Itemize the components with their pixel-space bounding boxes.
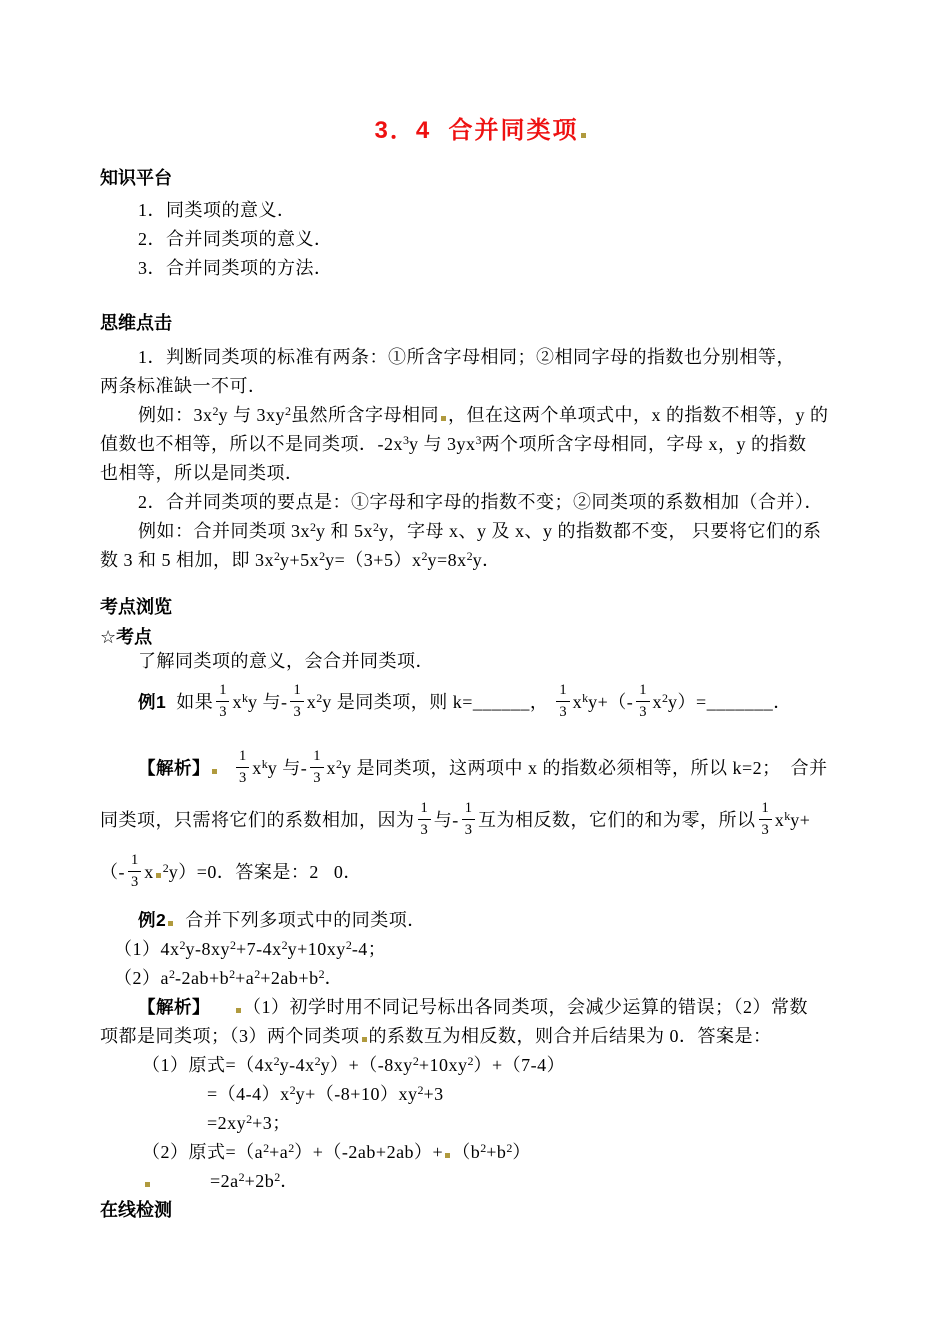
fraction: $\frac{1}{3}$ [636,682,649,719]
fraction: $\frac{1}{3}$ [128,852,141,889]
superscript: 2 [316,691,323,705]
bold-label: 【解析】 [138,997,210,1017]
solution2-line2: 项都是同类项；（3）两个同类项 的系数互为相反数，则合并后结果为 0．答案是： [100,1026,772,1046]
thinking-p4-line2: 数 3 和 5 相加，即 $3x^2y+5x^2y=(3+5)x^2y=8x^2y$． [100,549,501,570]
superscript: 2 [467,1054,474,1068]
superscript: 2 [319,549,326,563]
bold-label: 例1 [138,692,167,712]
superscript: 2 [273,1054,280,1068]
calc2-line2: $=2a^2+2b^2$． [100,1167,862,1196]
fraction: $\frac{1}{3}$ [310,748,323,785]
annotation-dot-icon [362,1037,367,1042]
superscript: k [261,757,268,771]
superscript: 2 [336,757,342,771]
calc1-line3: $=2xy^2+3$； [207,1112,291,1133]
superscript: 2 [480,1141,487,1155]
superscript: 2 [281,938,288,952]
annotation-dot-icon [168,921,173,926]
calc1-line2: $=(4-4)x^2y+(-8+10)xy^2+3$ [207,1083,444,1104]
thinking-p2-line2: 值数也不相等，所以不是同类项．$-2x^3y$ 与 $3yx^3$两个项所含字母相同，字母 x，y 的指数 [100,433,807,454]
knowledge-item-2: 2．合并同类项的意义． [138,229,333,249]
calc1-line1: （1）原式$=(4x^2y-4x^2y)+(-8xy^2+10xy^2)+(7-4)$ [142,1054,566,1075]
section-heading-online-test: 在线检测 [100,1200,172,1220]
fraction: $\frac{1}{3}$ [759,800,772,837]
superscript: 2 [229,967,236,981]
section-heading-knowledge: 知识平台 [100,168,172,188]
superscript: 2 [289,1083,296,1097]
superscript: 2 [417,1083,424,1097]
superscript: 3 [475,433,482,447]
superscript: 2 [314,1054,321,1068]
superscript: k [582,691,589,705]
review-description: 了解同类项的意义，会合并同类项． [138,651,434,671]
fraction: $\frac{1}{3}$ [462,800,475,837]
superscript: 2 [212,404,219,418]
superscript: k [784,809,791,823]
thinking-p2-line1: 例如：$3x^2y$ 与 $3xy^2$虽然所含字母相同 ，但在这两个单项式中，x 的指数不相等，y 的 [138,404,829,425]
superscript: 2 [318,967,325,981]
knowledge-item-1: 1．同类项的意义． [138,200,296,220]
superscript: 2 [662,691,669,705]
doc-title: 3．4 合并同类项 [100,0,862,146]
review-subheading: ☆考点 [100,627,153,647]
example2-item-2: $(2)a^2-2ab+b^2+a^2+2ab+b^2$． [114,967,344,988]
superscript: 2 [345,938,352,952]
superscript: 2 [246,1112,253,1126]
fraction: $\frac{1}{3}$ [418,800,431,837]
annotation-dot-icon [445,1153,450,1158]
fraction: $\frac{1}{3}$ [236,748,249,785]
superscript: 2 [274,549,280,563]
fraction: $\frac{1}{3}$ [216,682,229,719]
solution1-line2: 同类项，只需将它们的系数相加，因为 $\frac{1}{3}$ 与- $\frac{1}{3}$ 互为相反数，它们的和为零，所以 $\frac{1}{3}$ $x^ky+$ [100,800,811,838]
superscript: 2 [466,549,473,563]
thinking-p1-line1: 1．判断同类项的标准有两条：①所含字母相同；②相同字母的指数也分别相等， [138,347,795,367]
calc2-line1: （2）原式$=(a^2+a^2)+(-2ab+2ab)+ (b^2+b^2)$ [142,1141,531,1162]
superscript: 2 [254,967,261,981]
superscript: 2 [421,549,428,563]
superscript: k [241,691,248,705]
fraction: $\frac{1}{3}$ [556,682,569,719]
thinking-p3: 2．合并同类项的要点是：①字母和字母的指数不变；②同类项的系数相加（合并）． [138,492,823,512]
superscript: 2 [263,1141,270,1155]
superscript: 3 [403,433,409,447]
fraction: $\frac{1}{3}$ [290,682,303,719]
annotation-dot-icon [441,416,446,421]
annotation-dot-icon [156,873,161,878]
superscript: 2 [285,404,291,418]
superscript: 2 [506,1141,513,1155]
annotation-dot-icon [581,133,586,138]
annotation-dot-icon [236,1008,241,1013]
superscript: 2 [412,1054,419,1068]
section-heading-thinking: 思维点击 [100,313,172,333]
thinking-p1-line2: 两条标准缺一不可． [100,376,267,396]
bold-label: 例2 [138,910,167,930]
superscript: 2 [179,938,186,952]
superscript: 2 [230,938,236,952]
example1-statement: 例1 如果 $\frac{1}{3}$ $x^ky$ 与- $\frac{1}{3}$ $x^2y$ 是同类项，则 k=______， $\frac{1}{3}$ $x^ky+(-$ $\frac{1}{3}$ $x^2y)=\_\_\_\_\_\_\_$． [138,682,792,720]
thinking-p4-line1: 例如：合并同类项 $3x^2y$ 和 $5x^2y$，字母 x、y 及 x、y 的指数都不变， 只要将它们的系 [138,520,822,541]
superscript: 2 [373,520,379,534]
solution1-line1: 【解析】 $\frac{1}{3}$ $x^ky$ 与- $\frac{1}{3}$ $x^2y$ 是同类项，这两项中 x 的指数必须相等，所以 k=2； 合并 [138,748,828,786]
superscript: 2 [310,520,316,534]
superscript: 2 [274,1170,281,1184]
annotation-dot-icon [145,1182,150,1187]
superscript: 2 [238,1170,245,1184]
example2-heading: 例2 合并下列多项式中的同类项． [138,910,426,930]
annotation-dot-icon [212,769,217,774]
superscript: 2 [162,861,169,875]
superscript: 2 [169,967,175,981]
bold-label: 【解析】 [138,758,210,778]
section-heading-review: 考点浏览 [100,597,172,617]
thinking-p2-line3: 也相等，所以是同类项． [100,463,304,483]
solution1-line3: （- $\frac{1}{3}$ x $^2$y）=0．答案是：2 0． [100,852,362,890]
example2-item-1: $(1)4x^2y-8xy^2+7-4x^2y+10xy^2-4$； [114,938,387,959]
superscript: 2 [288,1141,295,1155]
solution2-line1: 【解析】 （1）初学时用不同记号标出各同类项，会减少运算的错误；（2）常数 [138,997,808,1017]
knowledge-item-3: 3．合并同类项的方法． [138,258,333,278]
